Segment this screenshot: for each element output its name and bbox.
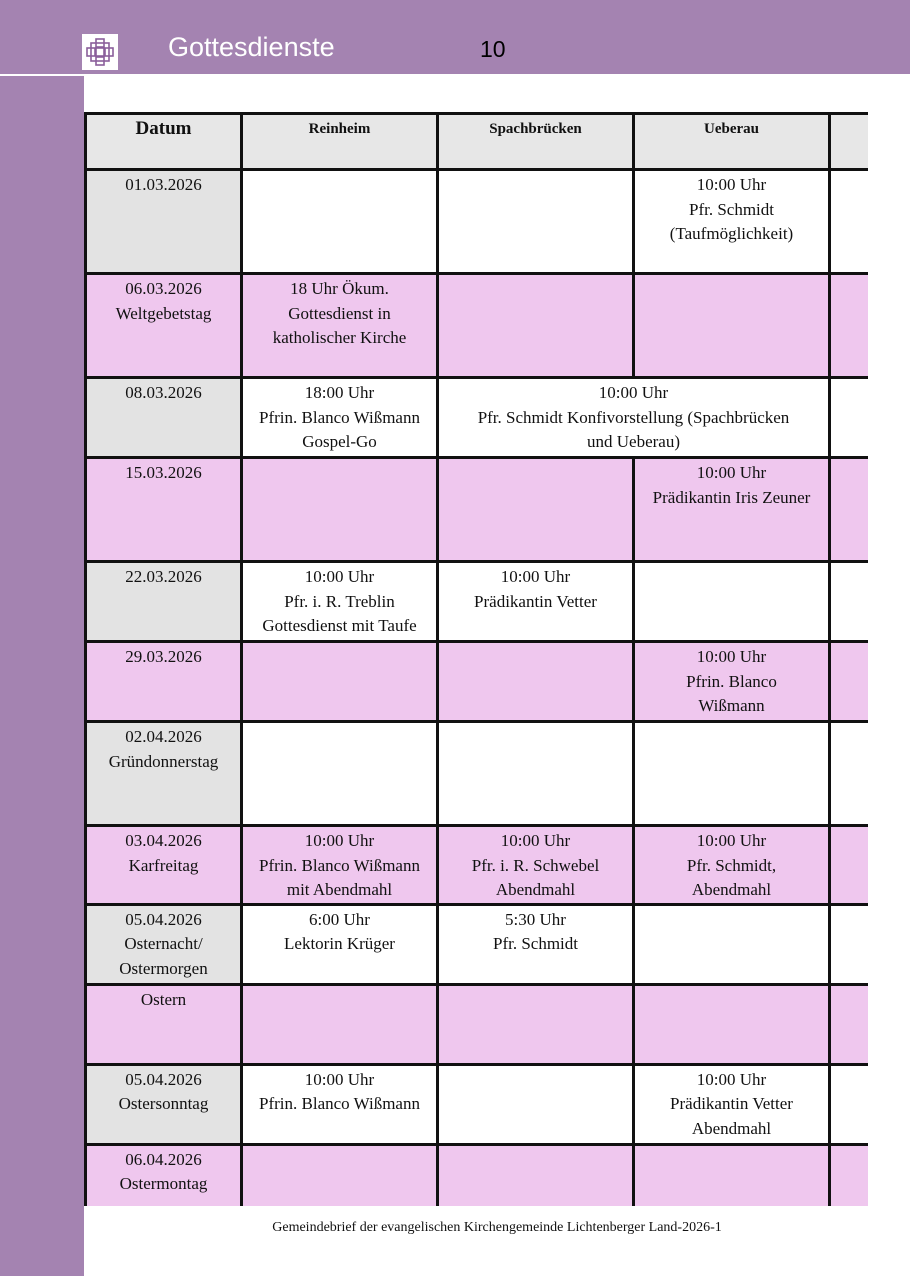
cell-text-line: Pfr. Schmidt Konfivorstellung (Spachbrücken — [477, 407, 790, 427]
cell-text-line: Pfr. Schmidt — [688, 199, 774, 219]
cell-text-line: 18 Uhr Ökum. — [290, 279, 389, 298]
cell-text-line: 5:30 Uhr — [505, 909, 566, 929]
reinheim-cell — [242, 170, 438, 274]
reinheim-cell — [242, 562, 438, 642]
cell-text-line: 10:00 Uhr — [304, 567, 375, 586]
ueberau-cell — [634, 826, 830, 905]
reinheim-cell — [242, 1064, 438, 1144]
reinheim-cell — [242, 378, 438, 458]
cell-text-line: 22.03.2026 — [125, 567, 202, 586]
extra-cell — [830, 274, 869, 378]
extra-cell — [830, 904, 869, 984]
extra-cell — [830, 562, 869, 642]
extra-cell — [830, 1064, 869, 1144]
spachbruecken-cell — [438, 1064, 634, 1144]
left-sidebar-band — [0, 76, 84, 1276]
spachbruecken-cell — [438, 170, 634, 274]
cell-text-line: 02.04.2026 — [125, 727, 202, 746]
extra-cell — [830, 458, 869, 562]
cell-text-line: Abendmahl — [495, 880, 576, 899]
reinheim-cell — [242, 904, 438, 984]
cell-text-line: Pfr. i. R. Treblin — [284, 591, 395, 611]
table-row — [86, 562, 869, 642]
date-cell — [86, 642, 242, 722]
cell-text-line: 15.03.2026 — [125, 463, 202, 482]
cell-text-line: 18:00 Uhr — [304, 383, 375, 402]
date-cell — [86, 1144, 242, 1206]
cell-text-line: Pfr. i. R. Schwebel — [471, 855, 600, 875]
spachbruecken-cell — [438, 458, 634, 562]
page-title: Gottesdienste — [168, 32, 335, 62]
reinheim-cell — [242, 826, 438, 905]
cell-text-line: Wißmann — [698, 696, 765, 715]
column-header-extra — [830, 114, 869, 170]
cell-text-line: Pfrin. Blanco Wißmann — [259, 1094, 420, 1113]
cell-text-line: Prädikantin Iris Zeuner — [652, 487, 811, 507]
date-cell — [86, 722, 242, 826]
date-cell — [86, 984, 242, 1064]
cell-text-line: Osternacht/ — [124, 934, 203, 953]
cell-text-line: Ostermontag — [119, 1174, 208, 1193]
page-number: 10 — [480, 36, 506, 62]
table-row — [86, 274, 869, 378]
spachbruecken-cell — [438, 984, 634, 1064]
table-header-row — [86, 114, 869, 170]
cell-text-line: 06.04.2026 — [125, 1149, 202, 1169]
extra-cell — [830, 170, 869, 274]
cell-text-line: Ostermorgen — [119, 958, 208, 978]
cell-text-line: Ostersonntag — [118, 1094, 209, 1113]
cell-text-line: 06.03.2026 — [125, 279, 202, 298]
spachbruecken-cell — [438, 1144, 634, 1206]
spachbruecken-cell — [438, 642, 634, 722]
cell-text-line: Pfr. Schmidt, — [686, 855, 777, 875]
table-row — [86, 984, 869, 1064]
cell-text-line: Gospel-Go — [302, 432, 377, 451]
extra-cell — [830, 1144, 869, 1206]
table-row — [86, 722, 869, 826]
table-row — [86, 1144, 869, 1206]
date-cell — [86, 378, 242, 458]
cell-text-line: Abendmahl — [691, 1118, 772, 1138]
table-row — [86, 904, 869, 984]
cell-text-line: 10:00 Uhr — [598, 383, 669, 402]
table-row — [86, 378, 869, 458]
cell-text-line: 10:00 Uhr — [696, 647, 767, 666]
cell-text-line: Gründonnerstag — [108, 751, 219, 771]
reinheim-cell — [242, 1144, 438, 1206]
spachbruecken-ueberau-merged-cell — [438, 378, 830, 458]
cell-text-line: katholischer Kirche — [272, 328, 407, 347]
cell-text-line: 10:00 Uhr — [696, 1069, 767, 1089]
reinheim-cell — [242, 274, 438, 378]
cell-text-line: 05.04.2026 — [125, 1069, 202, 1089]
cell-text-line: 10:00 Uhr — [500, 567, 571, 586]
cell-text-line: Gottesdienst in — [288, 303, 391, 323]
footer-text: Gemeindebrief der evangelischen Kirchengemeinde Lichtenberger Land-2026-1 — [272, 1220, 722, 1235]
column-header-reinheim: Reinheim — [242, 114, 438, 170]
date-cell — [86, 562, 242, 642]
ueberau-cell — [634, 1144, 830, 1206]
cell-text-line: Pfrin. Blanco — [686, 671, 777, 691]
ueberau-cell — [634, 170, 830, 274]
cell-text-line: (Taufmöglichkeit) — [669, 224, 794, 243]
ueberau-cell — [634, 984, 830, 1064]
cross-emblem-icon — [82, 34, 118, 70]
cell-text-line: Pfr. Schmidt — [492, 934, 578, 953]
spachbruecken-cell — [438, 562, 634, 642]
extra-cell — [830, 642, 869, 722]
column-header-ueberau: Ueberau — [634, 114, 830, 170]
ueberau-cell — [634, 562, 830, 642]
ueberau-cell — [634, 1064, 830, 1144]
cell-text-line: 10:00 Uhr — [500, 831, 571, 850]
date-cell — [86, 458, 242, 562]
date-cell — [86, 904, 242, 984]
cell-text-line: 10:00 Uhr — [304, 1069, 375, 1089]
spachbruecken-cell — [438, 274, 634, 378]
cell-text-line: 29.03.2026 — [125, 647, 202, 666]
cell-text-line: Lektorin Krüger — [284, 934, 395, 953]
reinheim-cell — [242, 458, 438, 562]
ueberau-cell — [634, 274, 830, 378]
cell-text-line: 6:00 Uhr — [309, 909, 370, 929]
ueberau-cell — [634, 458, 830, 562]
table-row — [86, 1064, 869, 1144]
cell-text-line: Prädikantin Vetter — [670, 1094, 793, 1113]
extra-cell — [830, 826, 869, 905]
ueberau-cell — [634, 722, 830, 826]
reinheim-cell — [242, 984, 438, 1064]
cell-text-line: und Ueberau) — [587, 432, 680, 451]
cell-text-line: 01.03.2026 — [125, 175, 202, 194]
table-row — [86, 170, 869, 274]
table-row — [86, 642, 869, 722]
cell-text-line: 03.04.2026 — [125, 831, 202, 850]
cell-text-line: 10:00 Uhr — [304, 831, 375, 850]
extra-cell — [830, 984, 869, 1064]
cell-text-line: Prädikantin Vetter — [474, 591, 597, 611]
cell-text-line: Gottesdienst mit Taufe — [262, 616, 417, 635]
service-schedule-table — [84, 112, 868, 1206]
ueberau-cell — [634, 904, 830, 984]
cell-text-line: Pfrin. Blanco Wißmann — [259, 855, 420, 875]
reinheim-cell — [242, 722, 438, 826]
date-cell — [86, 1064, 242, 1144]
cell-text-line: 10:00 Uhr — [696, 175, 767, 194]
cell-text-line: Weltgebetstag — [115, 303, 212, 323]
cell-text-line: 08.03.2026 — [125, 383, 202, 402]
extra-cell — [830, 722, 869, 826]
spachbruecken-cell — [438, 826, 634, 905]
table-row — [86, 826, 869, 905]
spachbruecken-cell — [438, 722, 634, 826]
column-header-spachbruecken: Spachbrücken — [438, 114, 634, 170]
date-cell — [86, 826, 242, 905]
column-header-datum: Datum — [86, 114, 242, 170]
cell-text-line: mit Abendmahl — [286, 880, 393, 899]
table-row — [86, 458, 869, 562]
date-cell — [86, 274, 242, 378]
extra-cell — [830, 378, 869, 458]
cell-text-line: Pfrin. Blanco Wißmann — [259, 407, 420, 427]
cell-text-line: 10:00 Uhr — [696, 831, 767, 850]
cell-text-line: Ostern — [140, 989, 187, 1009]
cell-text-line: 10:00 Uhr — [696, 463, 767, 482]
spachbruecken-cell — [438, 904, 634, 984]
cell-text-line: Karfreitag — [128, 855, 199, 875]
ueberau-cell — [634, 642, 830, 722]
header-bar — [0, 0, 910, 76]
reinheim-cell — [242, 642, 438, 722]
date-cell — [86, 170, 242, 274]
cell-text-line: Abendmahl — [691, 880, 772, 899]
cell-text-line: 05.04.2026 — [125, 909, 202, 929]
